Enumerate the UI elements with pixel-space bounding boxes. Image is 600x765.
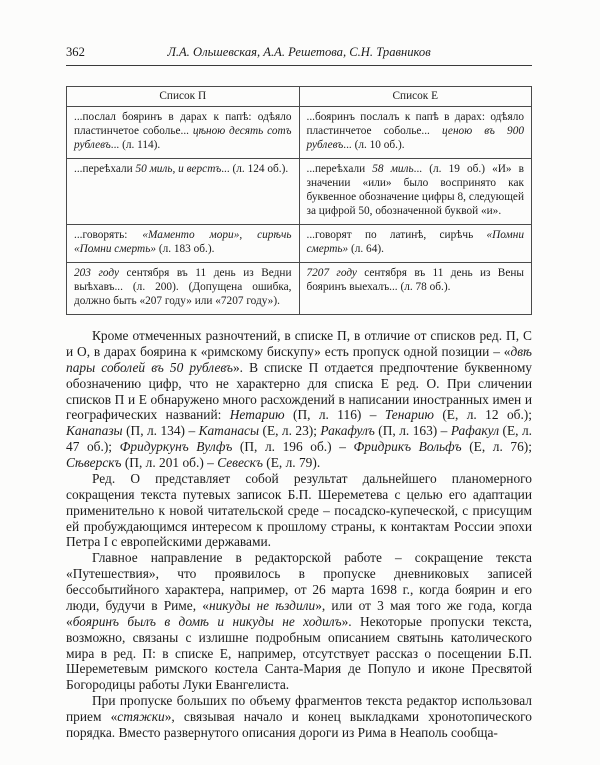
running-header [66, 44, 532, 66]
table-cell-list-p: ...говорять: «Маменто мори», сирѣчь «Помни смерть» (л. 183 об.). [67, 225, 300, 263]
paragraph: Кроме отмеченных разночтений, в списке П, в отличие от списков ред. П, С и О, в дарах боярина к «римскому бискупу» есть пропуск одной позиции – «двѣ пары соболей въ 50 рублевъ». В списке П отдается предпочтение буквенному обозначению цифр, что не характерно для списка Е ред. О. При сличении списков П и Е обнаружено много расхождений в написании иностранных имен и географических названий: Нетарию (П, л. 116) – Тенарию (Е, л. 12 об.); Канапазы (П, л. 134) – Катанасы (Е, л. 23); Ракафулъ (П, л. 163) – Рафакул (Е, л. 47 об.); Фридуркунъ Вулфъ (П, л. 196 об.) – Фридрикъ Вольфъ (Е, л. 76); Сѣверскъ (П, л. 201 об.) – Севескъ (Е, л. 79). [66, 328, 532, 470]
table-row [67, 225, 532, 263]
table-cell-list-p: 203 году сентября въ 11 день из Ведни выѣхавъ... (л. 200). (Допущена ошибка, должно быть «207 году» или «7207 году»). [67, 263, 300, 315]
table-cell-list-e: ...бояринъ послалъ к папѣ в дарах: одѣяло пластинчетое соболье... ценою въ 900 рублевъ... (л. 10 об.). [299, 107, 532, 159]
paragraph: Главное направление в редакторской работе – сокращение текста «Путешествия», что проявилось в пропуске дневниковых записей бессобытийного характера, например, от 26 марта 1698 г., когда боярин и его люди, будучи в Риме, «никуды не ѣздили», или от 3 мая того же года, когда «бояринъ былъ в домѣ и никуды не ходилъ». Некоторые пропуски текста, возможно, связаны с излишне подробным описанием святынь католического мира в ред. П: в списке Е, например, отсутствует рассказ о посещении Б.П. Шереметевым римского костела Санта-Мария де Популо и иконе Пресвятой Богородицы работы Луки Евангелиста. [66, 550, 533, 693]
table-cell-list-e: ...переѣхали 58 миль... (л. 19 об.) «И» в значении «или» было воспринято как буквенное обозначение цифры 8, следующей за цифрой 50, обозначенной буквой «и». [299, 159, 532, 225]
table-header-list-p: Список П [67, 87, 300, 107]
table-header-list-e: Список Е [299, 87, 532, 107]
comparison-table [66, 86, 532, 315]
table-row [67, 159, 532, 225]
table-cell-list-e: ...говорят по латинѣ, сирѣчь «Помни смерть» (л. 64). [299, 225, 532, 263]
paragraph: Ред. О представляет собой результат дальнейшего планомерного сокращения текста путевых записок Б.П. Шереметева с целью его адаптации применительно к новой читательской среде – посадско-купеческой, с присущим ей пробуждающимся интересом к прошлому страны, к контактам России эпохи Петра I с европейскими державами. [66, 470, 532, 550]
running-head-authors: Л.А. Ольшевская, А.А. Решетова, С.Н. Травников [167, 45, 431, 59]
table-header-row [67, 87, 532, 107]
table-cell-list-e: 7207 году сентября въ 11 день из Вены бояринъ выехалъ... (л. 78 об.). [299, 263, 532, 315]
table-row [67, 263, 532, 315]
page-number: 362 [66, 45, 85, 59]
paragraph: При пропуске больших по объему фрагментов текста редактор использовал прием «стяжки», связывая начало и конец выкладками хронотопического порядка. Вместо развернутого описания дороги из Рима в Неаполь сообща- [66, 693, 532, 740]
table-cell-list-p: ...переѣхали 50 миль, и верстъ... (л. 124 об.). [67, 159, 300, 225]
table-row [67, 107, 532, 159]
table-cell-list-p: ...послал бояринъ в дарах к папѣ: одѣяло пластинчетое соболье... цѣною десять сотъ рублевъ... (л. 114). [67, 107, 300, 159]
body-text [66, 328, 532, 741]
